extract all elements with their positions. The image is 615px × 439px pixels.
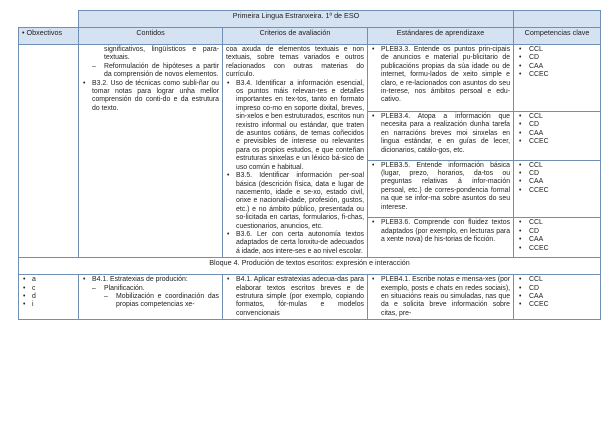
list-item: • B3.2. Uso de técnicas como subli-ñar ou tomar notas para lograr unha mellor comprensión do conti-do e da estrutura do texto. [92, 80, 219, 114]
list-item: • CCEC [529, 71, 597, 79]
table-title: Primeira Lingua Estranxeira. 1º de ESO [79, 11, 514, 28]
contents-intro: significativos, lingüísticos e para-textuais. [104, 46, 219, 62]
header-contents: Contidos [79, 28, 223, 45]
list-item: • CCL [529, 276, 597, 284]
list-item: • B3.4. Identificar a información esencial, os puntos máis relevan-tes e detalles importantes en tex-tos, tanto en formato impreso co-mo en soporte dixital, breves, sin-xelos e ben estruturados, escritos nun rexistro informal ou estándar, que traten de asuntos cotiáns, de temas coñecidos e previsibles de interese ou relevantes para os propios estudos, e que conteñan estruturas sinxelas e un léxico bá-sico de uso común e habitual. [236, 80, 364, 172]
list-item: • CD [529, 121, 597, 129]
list-item: • B3.6. Ler con certa autonomía textos adaptados de certa lonxitu-de adecuados á idade, aos intere-ses e ao nivel escolar. [236, 231, 364, 256]
criteria-cell [223, 275, 368, 320]
list-item: • PLEB3.6. Comprende con fluidez textos adaptados (por exemplo, en lecturas para a xente nova) de his-torias de ficción. [381, 219, 510, 244]
list-item: • CCL [529, 46, 597, 54]
list-item: • PLEB3.3. Entende os puntos prin-cipais de anuncios e material pu-blicitario de publicacións propias da súa idade ou de internet, formu-lados de xeito simple e claro, e re-lacionados con asuntos do seu in-terese, nos ámbitos persoal e edu-cativo. [381, 46, 510, 105]
objectives-cell-empty [19, 45, 79, 258]
title-right-blank [514, 11, 601, 28]
list-item: • CCL [529, 219, 597, 227]
list-item: • CCL [529, 162, 597, 170]
criteria-bullets [226, 80, 364, 257]
table-row [19, 45, 601, 112]
list-item: • a [32, 276, 75, 284]
list-item: • CAA [529, 293, 597, 301]
list-item: • PLEB3.4. Atopa a información que necesita para a realización dunha tarefa en narracións breves moi sinxelas en lingua estándar, e en guías de lecer, dicionarios, catálo-gos, etc. [381, 113, 510, 155]
standard-cell [368, 275, 514, 320]
competences-cell [514, 45, 601, 112]
header-standards: Estándares de aprendizaxe [368, 28, 514, 45]
header-competences: Competencias clave [514, 28, 601, 45]
standard-cell [368, 45, 514, 112]
list-item: • CCEC [529, 245, 597, 253]
competences-cell [514, 275, 601, 320]
contents-bullets [82, 80, 219, 114]
block-4-title: Bloque 4. Produción de textos escritos: expresión e interacción [19, 258, 601, 275]
competences-cell [514, 111, 601, 160]
competences-cell [514, 160, 601, 218]
criteria-cell [223, 45, 368, 258]
list-item: • CAA [529, 236, 597, 244]
list-item: • CCEC [529, 301, 597, 309]
list-item: • PLEB3.5. Entende información básica (lugar, prezo, horarios, da-tos ou preguntas relativas á infor-mación persoal, etc.) de corres-pondencia formal na que se infor-ma sobre asuntos do seu interese. [381, 162, 510, 212]
list-item: • B4.1. Estratexias de produción: [92, 276, 219, 284]
list-item: • B3.5. Identificar información per-soal básica (descrición física, data e lugar de nacemento, idade e se-xo, estado civil, orixe e nacionali-dade, profesión, gustos, etc.) e no ámbito público, presentada ou so-licitada en cartas, formularios, fi-chas, cuestionarios, anuncios, etc. [236, 172, 364, 231]
standard-cell [368, 111, 514, 160]
list-item: • PLEB4.1. Escribe notas e mensa-xes (por exemplo, posts e chats en redes sociais), en situacións reais ou simuladas, nas que da e solicita breve información sobre citas, pre- [381, 276, 510, 318]
header-objectives: • Obxectivos [19, 28, 79, 45]
list-item: • d [32, 293, 75, 301]
list-item: • CD [529, 170, 597, 178]
list-item: • CCEC [529, 138, 597, 146]
header-criteria: Criterios de avaliación [223, 28, 368, 45]
contents-dash-list [82, 63, 219, 80]
standard-cell [368, 160, 514, 218]
list-item: • B4.1. Aplicar estratexias adecua-das para elaborar textos escritos breves e de estrutura simple (por exemplo, copiando formatos, fór-mulas e modelos convencionais [236, 276, 364, 318]
contents-cell [79, 45, 223, 258]
list-item: • CCEC [529, 187, 597, 195]
standard-cell [368, 218, 514, 258]
table-row [19, 275, 601, 320]
curriculum-table [18, 10, 601, 320]
list-item: – Planificación. [104, 285, 219, 293]
list-item: • CAA [529, 130, 597, 138]
list-item: – Reformulación de hipóteses a partir da comprensión de novos elementos. [104, 63, 219, 80]
list-item: • CD [529, 228, 597, 236]
list-item: • CD [529, 54, 597, 62]
list-item: – Mobilización e coordinación das propias competencias xe- [116, 293, 219, 310]
contents-cell [79, 275, 223, 320]
objectives-cell [19, 275, 79, 320]
list-item: • c [32, 285, 75, 293]
criteria-intro: coa axuda de elementos textuais e non textuais, sobre temas variados e outros relacionados con outras materias do currículo. [226, 46, 364, 79]
list-item: • CD [529, 285, 597, 293]
list-item: • CCL [529, 113, 597, 121]
competences-cell [514, 218, 601, 258]
corner-blank [19, 11, 79, 28]
list-item: • CAA [529, 178, 597, 186]
list-item: • CAA [529, 63, 597, 71]
list-item: • i [32, 301, 75, 309]
